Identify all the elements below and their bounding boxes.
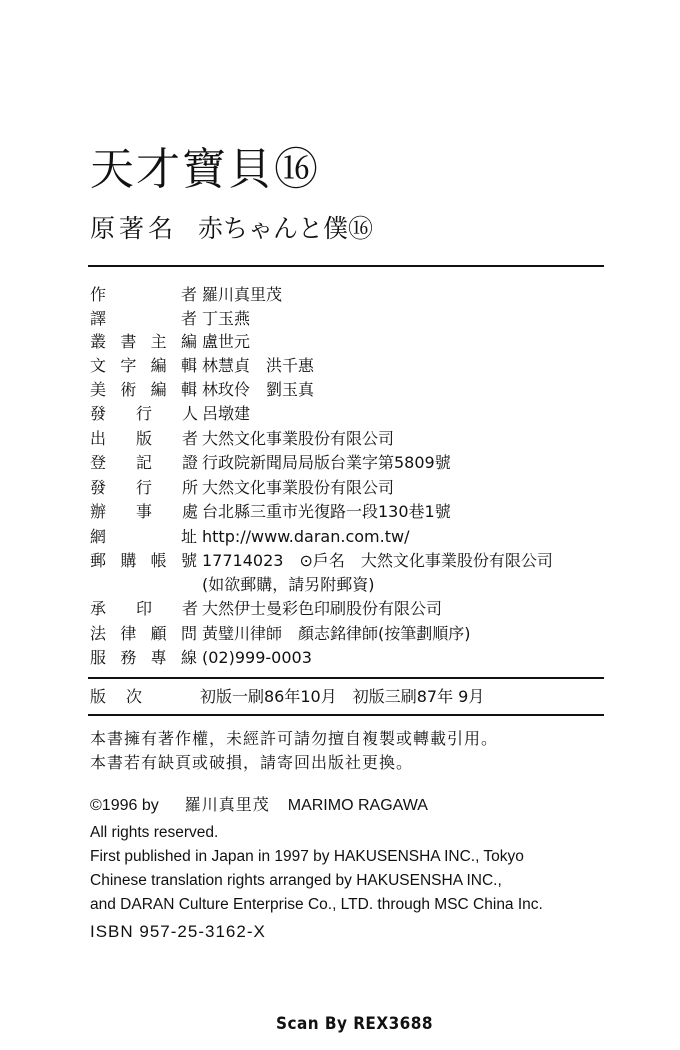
edition-value: 初版一刷86年10月 初版三刷87年 9月	[200, 687, 485, 706]
credit-key: 美術編輯	[90, 380, 198, 399]
credit-row-issuer	[90, 403, 250, 425]
original-title-label: 原著名	[90, 214, 178, 243]
edition-row	[90, 686, 484, 708]
rights-line: All rights reserved.	[90, 824, 219, 841]
credit-key: 發 行 所	[90, 478, 198, 497]
copyright-author: 羅川真里茂	[184, 795, 270, 814]
credit-value: 林慧貞 洪千惠	[202, 356, 315, 375]
agency-line: and DARAN Culture Enterprise Co., LTD. through MSC China Inc.	[90, 896, 543, 913]
credit-row-translator	[90, 308, 250, 330]
credit-value: 大然伊士曼彩色印刷股份有限公司	[202, 599, 443, 618]
credit-value: http://www.daran.com.tw/	[202, 527, 410, 546]
credit-row-printer	[90, 598, 442, 620]
credit-row-author	[90, 284, 282, 306]
credit-row-hotline	[90, 647, 312, 669]
credit-key: 出 版 者	[90, 429, 198, 448]
credit-row-text-editor	[90, 355, 314, 377]
credit-row-publisher	[90, 428, 394, 450]
scan-credit: Scan By REX3688	[276, 1014, 433, 1034]
credit-key: 辦 事 處	[90, 502, 198, 521]
credit-row-art-editor	[90, 379, 314, 401]
credit-key: 承 印 者	[90, 599, 198, 618]
credit-row-series-editor	[90, 331, 250, 353]
original-title-value: 赤ちゃんと僕⑯	[198, 214, 374, 243]
notice-copyright: 本書擁有著作權，未經許可請勿擅自複製或轉載引用。	[90, 729, 499, 748]
credit-value: 大然文化事業股份有限公司	[202, 478, 395, 497]
credit-key: 作 者	[90, 285, 198, 304]
book-title: 天才寶貝⑯	[90, 144, 320, 195]
credit-value: 呂墩建	[202, 404, 251, 423]
credit-row-website	[90, 526, 409, 548]
translation-rights-line: Chinese translation rights arranged by HAKUSENSHA INC.,	[90, 872, 502, 889]
credit-value: 台北縣三重市光復路一段130巷1號	[202, 502, 451, 521]
credit-value: 黃璧川律師 顏志銘律師(按筆劃順序)	[202, 624, 471, 643]
credit-value: (如欲郵購，請另附郵資)	[202, 575, 375, 594]
credit-row-mail-order-note	[90, 574, 375, 596]
credit-row-registration	[90, 452, 451, 474]
divider-middle	[88, 677, 604, 679]
copyright-prefix: ©1996 by	[90, 797, 159, 814]
credit-value: 林玫伶 劉玉真	[202, 380, 315, 399]
divider-top	[88, 265, 604, 267]
credit-key: 文字編輯	[90, 356, 198, 375]
credit-key: 譯 者	[90, 309, 198, 328]
credit-key: 登 記 證	[90, 453, 198, 472]
credit-row-distributor	[90, 477, 394, 499]
credit-value: 17714023 ⊙戶名 大然文化事業股份有限公司	[202, 551, 553, 570]
credit-key: 叢書主編	[90, 332, 198, 351]
credit-value: 盧世元	[202, 332, 251, 351]
credit-row-office	[90, 501, 451, 523]
credit-row-legal	[90, 623, 471, 645]
credit-key: 法律顧問	[90, 624, 198, 643]
credit-value: 丁玉燕	[202, 309, 251, 328]
credit-value: (02)999-0003	[202, 648, 312, 667]
credit-key: 服務專線	[90, 648, 198, 667]
divider-bottom	[88, 714, 604, 716]
credit-key: 網 址	[90, 527, 198, 546]
credit-key: 發 行 人	[90, 404, 198, 423]
notice-defects: 本書若有缺頁或破損，請寄回出版社更換。	[90, 753, 414, 772]
credit-value: 行政院新聞局局版台業字第5809號	[202, 453, 451, 472]
copyright-line	[90, 794, 428, 817]
credit-key: 郵購帳號	[90, 551, 198, 570]
edition-key: 版次	[90, 687, 163, 706]
credit-value: 大然文化事業股份有限公司	[202, 429, 395, 448]
credit-value: 羅川真里茂	[202, 285, 283, 304]
copyright-romaji: MARIMO RAGAWA	[287, 797, 428, 814]
original-title	[90, 212, 373, 246]
credit-row-mail-order	[90, 550, 553, 572]
publication-line: First published in Japan in 1997 by HAKUSENSHA INC., Tokyo	[90, 848, 524, 865]
isbn: ISBN 957-25-3162-X	[90, 922, 266, 941]
